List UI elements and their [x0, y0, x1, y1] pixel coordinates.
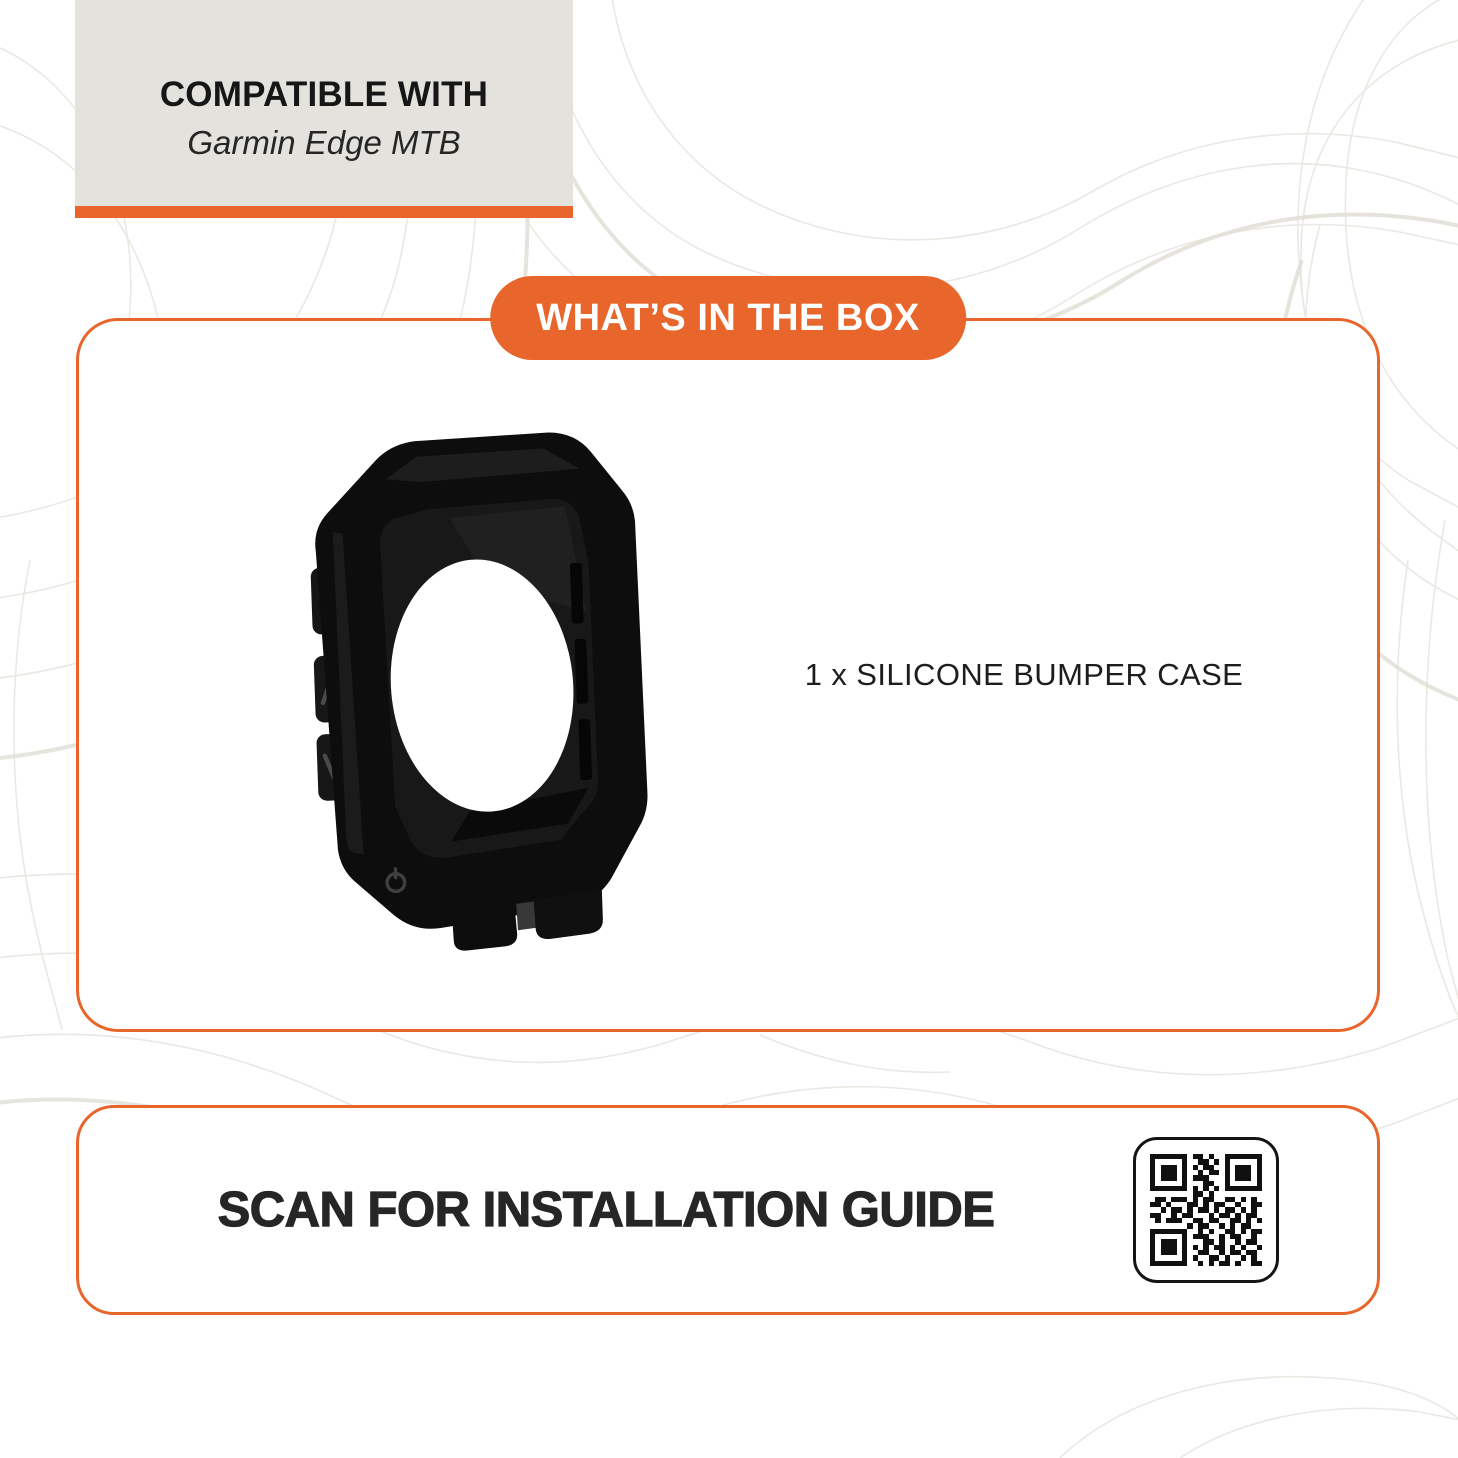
silicone-bumper-case-image: [299, 416, 671, 956]
whats-in-the-box-badge-label: WHAT’S IN THE BOX: [536, 296, 920, 339]
compatibility-device: Garmin Edge MTB: [187, 123, 461, 161]
box-item-label: 1 x SILICONE BUMPER CASE: [804, 657, 1244, 692]
whats-in-the-box-badge: [490, 276, 966, 360]
compatibility-title: COMPATIBLE WITH: [159, 74, 489, 114]
qr-code: [1133, 1137, 1279, 1283]
whats-in-the-box-card: [76, 296, 1380, 1032]
compatibility-panel: [75, 0, 573, 206]
accent-bar: [75, 206, 573, 218]
silicone-bumper-case-icon: [299, 416, 671, 956]
scan-guide-card: [76, 1105, 1380, 1315]
scan-guide-label: SCAN FOR INSTALLATION GUIDE: [217, 1183, 995, 1237]
qr-code-modules: [1150, 1154, 1262, 1266]
